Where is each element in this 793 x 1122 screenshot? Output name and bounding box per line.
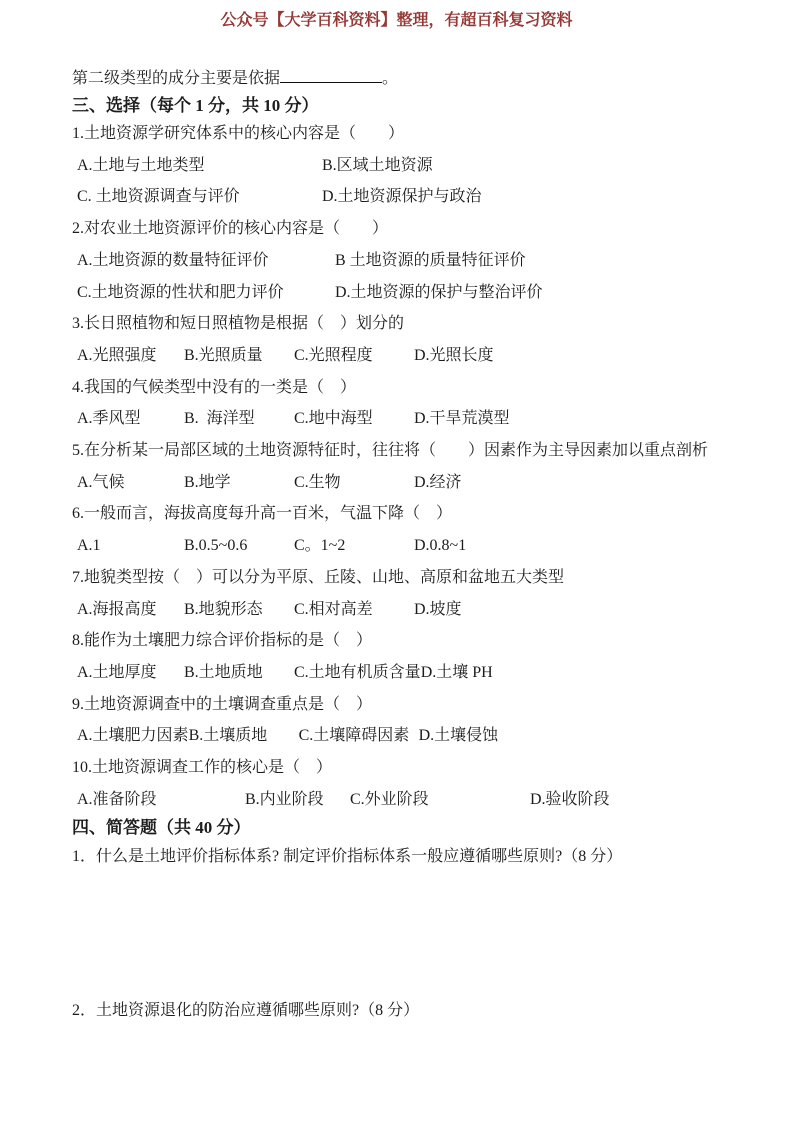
option: C.地中海型 [294,410,373,428]
option: D.经济 [414,473,462,491]
q1-stem: 1.土地资源学研究体系中的核心内容是（ ） [72,125,405,142]
option: C。1~2 [294,537,346,555]
option: C.土地有机质含量 [294,663,421,681]
option: B.光照质量 [184,346,263,364]
option: A.1 [77,537,101,555]
option: B.区域土地资源 [322,156,433,174]
fill-blank-question [72,64,769,94]
choice-question-list [72,118,769,815]
option: B.地学 [184,473,231,491]
option: D.土壤 PH [420,663,493,681]
section-choice-title: 三、选择（每个 1 分，共 10 分） [72,96,319,115]
q8-option-row [72,657,769,689]
short-answer-question-1: 1．什么是土地评价指标体系? 制定评价指标体系一般应遵循哪些原则?（8 分） [72,848,623,866]
q2-option-row-1 [72,245,769,277]
option: A.光照强度 [77,346,157,364]
option: D.0.8~1 [414,537,467,555]
q6-option-row [72,530,769,562]
option: B.内业阶段 [245,790,324,808]
fill-question-suffix: 。 [382,70,399,87]
q4-stem: 4.我国的气候类型中没有的一类是（ ） [72,378,357,396]
answer-space [72,872,769,996]
q2-option-row-2 [72,277,769,309]
section-short-answer-title: 四、简答题（共 40 分） [72,818,251,838]
q3-stem: 3.长日照植物和短日照植物是根据（ ）划分的 [72,315,405,333]
option: C.光照程度 [294,346,373,364]
option: C.相对高差 [294,600,373,618]
option: A.准备阶段 [77,790,157,808]
option: D.验收阶段 [530,790,610,808]
q7-option-row [72,594,769,626]
answer-blank-line [280,65,382,83]
option: D.干旱荒漠型 [414,410,510,428]
q10-option-row [72,784,769,816]
option: D.光照长度 [414,346,494,364]
q5-stem: 5.在分析某一局部区域的土地资源特征时，往往将（ ）因素作为主导因素加以重点剖析 [72,442,709,460]
option: A.土地与土地类型 [77,156,205,174]
option: C.外业阶段 [350,790,429,808]
q9-stem: 9.土地资源调查中的土壤调查重点是（ ） [72,695,373,713]
q7-stem: 7.地貌类型按（ ）可以分为平原、丘陵、山地、高原和盆地五大类型 [72,568,565,586]
option: B 土地资源的质量特征评价 [335,251,526,269]
option: A.土地厚度 [77,663,157,681]
option: C. 土地资源调查与评价 [77,188,240,206]
q3-option-row [72,340,769,372]
q1-option-row-1 [72,150,769,182]
q10-stem: 10.土地资源调查工作的核心是（ ） [72,759,333,777]
option: B.土地质地 [184,663,263,681]
option: A.气候 [77,473,125,491]
short-answer-question-2: 2．土地资源退化的防治应遵循哪些原则?（8 分） [72,1002,420,1020]
option: B. 海洋型 [184,410,255,428]
option: A.土壤肥力因素 [77,727,189,745]
option: D.土地资源的保护与整治评价 [335,283,543,301]
option: A.季风型 [77,410,141,428]
option: B.地貌形态 [184,600,263,618]
q8-stem: 8.能作为土壤肥力综合评价指标的是（ ） [72,632,373,650]
q4-option-row [72,403,769,435]
q1-option-row-2 [72,181,769,213]
option: B.土壤质地 [188,727,268,745]
option: A.海报高度 [77,600,157,618]
q2-stem: 2.对农业土地资源评价的核心内容是（ ） [72,220,389,238]
option: D.坡度 [414,600,462,618]
q5-option-row [72,467,769,499]
q6-stem: 6.一般而言，海拔高度每升高一百米，气温下降（ ） [72,505,453,523]
option: B.0.5~0.6 [184,537,248,555]
doc-header-note: 公众号【大学百科资料】整理，有超百科复习资料 [220,12,573,29]
option: D.土地资源保护与政治 [322,188,482,206]
option: C.土壤障碍因素 [298,727,410,745]
q9-option-row [72,720,769,752]
option: D.土壤侵蚀 [418,727,499,745]
option: A.土地资源的数量特征评价 [77,251,269,269]
option: C.土地资源的性状和肥力评价 [77,283,284,301]
option: C.生物 [294,473,341,491]
fill-question-prefix: 第二级类型的成分主要是依据 [72,70,281,87]
